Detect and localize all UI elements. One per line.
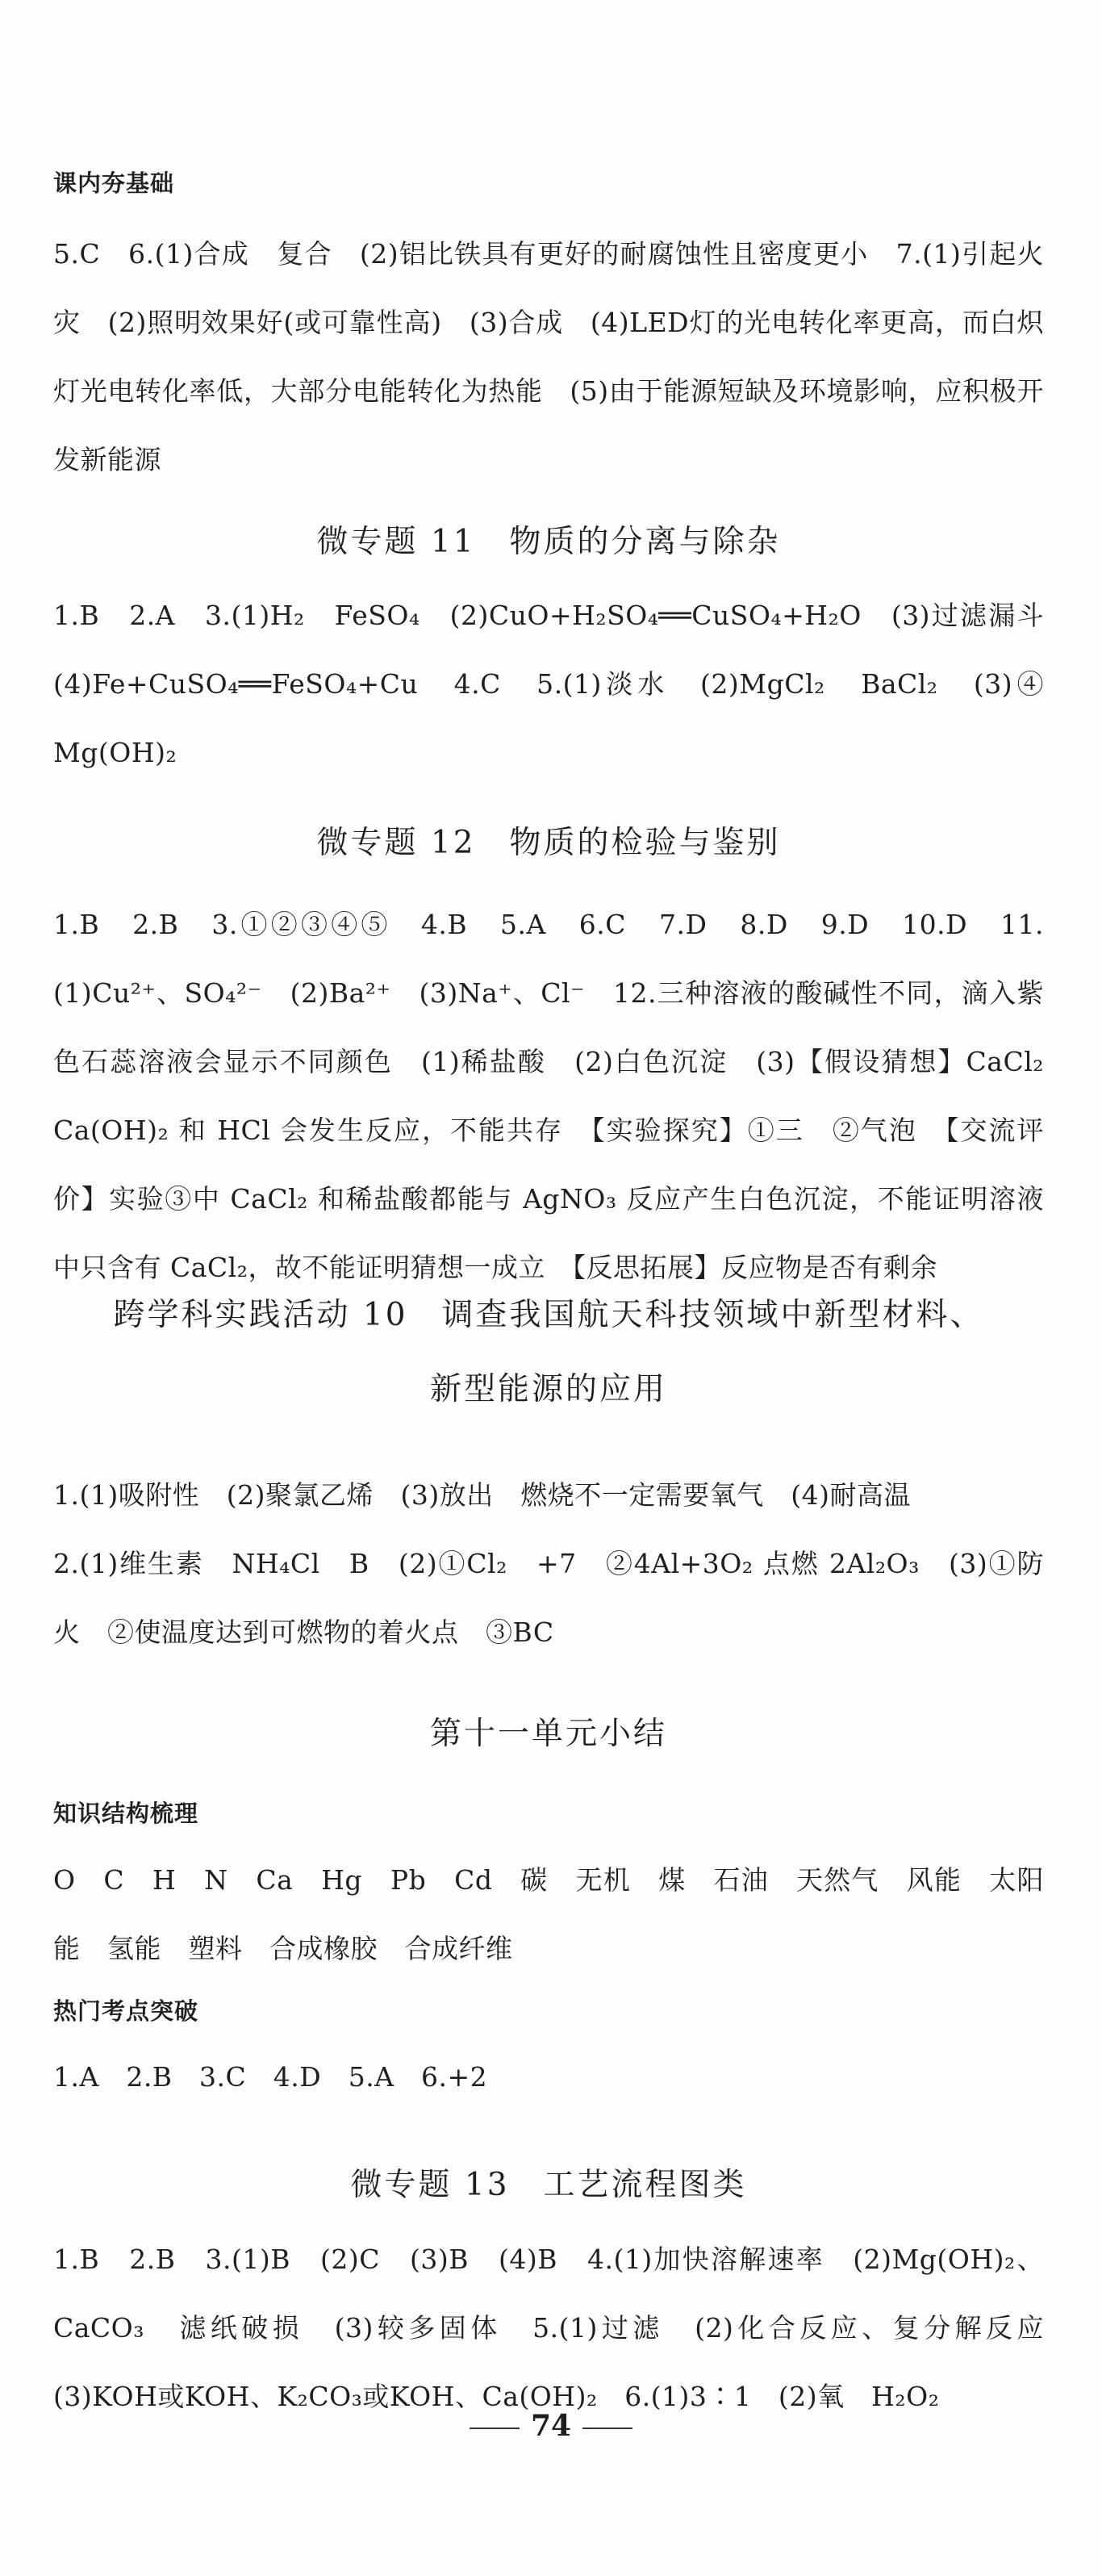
answer-paragraph-knowledge: O C H N Ca Hg Pb Cd 碳 无机 煤 石油 天然气 风能 太阳能 氢能 塑料 合成橡胶 合成纤维	[53, 1864, 1044, 1964]
answer-paragraph-topic-13: 1.B 2.B 3.(1)B (2)C (3)B (4)B 4.(1)加快溶解速率 (2)Mg(OH)₂、CaCO₃ 滤纸破损 (3)较多固体 5.(1)过滤 (2)化合反应、复分解反应 (3)KOH或KOH、K₂CO₃或KOH、Ca(OH)₂ 6.(1)3∶1 (2)氧 H₂O₂	[53, 2244, 1071, 2412]
page-number	[0, 2409, 1102, 2443]
section-heading-basics: 课内夯基础	[53, 169, 175, 197]
answer-paragraph-basics: 5.C 6.(1)合成 复合 (2)铝比铁具有更好的耐腐蚀性且密度更小 7.(1)引起火灾 (2)照明效果好(或可靠性高) (3)合成 (4)LED灯的光电转化率更高，而白炽灯光电转化率低，大部分电能转化为热能 (5)由于能源短缺及环境影响，应积极开发新能源	[53, 238, 1044, 475]
page-number-right-dash	[582, 2428, 632, 2429]
answer-paragraph-topic-11: 1.B 2.A 3.(1)H₂ FeSO₄ (2)CuO+H₂SO₄══CuSO₄+H₂O (3)过滤漏斗 (4)Fe+CuSO₄══FeSO₄+Cu 4.C 5.(1)淡水 (2)MgCl₂ BaCl₂ (3)④ Mg(OH)₂	[53, 600, 1071, 768]
answer-paragraph-activity-2: 2.(1)维生素 NH₄Cl B (2)①Cl₂ +7 ②4Al+3O₂ 点燃 2Al₂O₃ (3)①防火 ②使温度达到可燃物的着火点 ③BC	[53, 1548, 1044, 1648]
section-heading-knowledge: 知识结构梳理	[53, 1800, 199, 1827]
answer-line-activity-1: 1.(1)吸附性 (2)聚氯乙烯 (3)放出 燃烧不一定需要氧气 (4)耐高温	[53, 1479, 911, 1511]
page-number-value: 74	[530, 2409, 572, 2443]
topic-title-11: 微专题 11 物质的分离与除杂	[316, 524, 781, 560]
activity-title-line-2: 新型能源的应用	[429, 1371, 667, 1407]
topic-title-12: 微专题 12 物质的检验与鉴别	[316, 825, 781, 861]
page-number-left-dash	[470, 2428, 520, 2429]
answer-line-hot-points: 1.A 2.B 3.C 4.D 5.A 6.+2	[53, 2061, 488, 2093]
answer-paragraph-topic-12: 1.B 2.B 3.①②③④⑤ 4.B 5.A 6.C 7.D 8.D 9.D 10.D 11.(1)Cu²⁺、SO₄²⁻ (2)Ba²⁺ (3)Na⁺、Cl⁻ 12.三种溶液的酸碱性不同，滴入紫色石蕊溶液会显示不同颜色 (1)稀盐酸 (2)白色沉淀 (3)【假设猜想】CaCl₂ Ca(OH)₂ 和 HCl 会发生反应，不能共存 【实验探究】①三 ②气泡 【交流评价】实验③中 CaCl₂ 和稀盐酸都能与 AgNO₃ 反应产生白色沉淀，不能证明溶液中只含有 CaCl₂，故不能证明猜想一成立 【反思拓展】反应物是否有剩余	[53, 909, 1071, 1283]
unit-summary-title: 第十一单元小结	[429, 1716, 667, 1752]
topic-title-13: 微专题 13 工艺流程图类	[350, 2167, 747, 2203]
activity-title-line-1: 跨学科实践活动 10 调查我国航天科技领域中新型材料、	[113, 1297, 984, 1333]
section-heading-hot-points: 热门考点突破	[53, 1997, 199, 2025]
